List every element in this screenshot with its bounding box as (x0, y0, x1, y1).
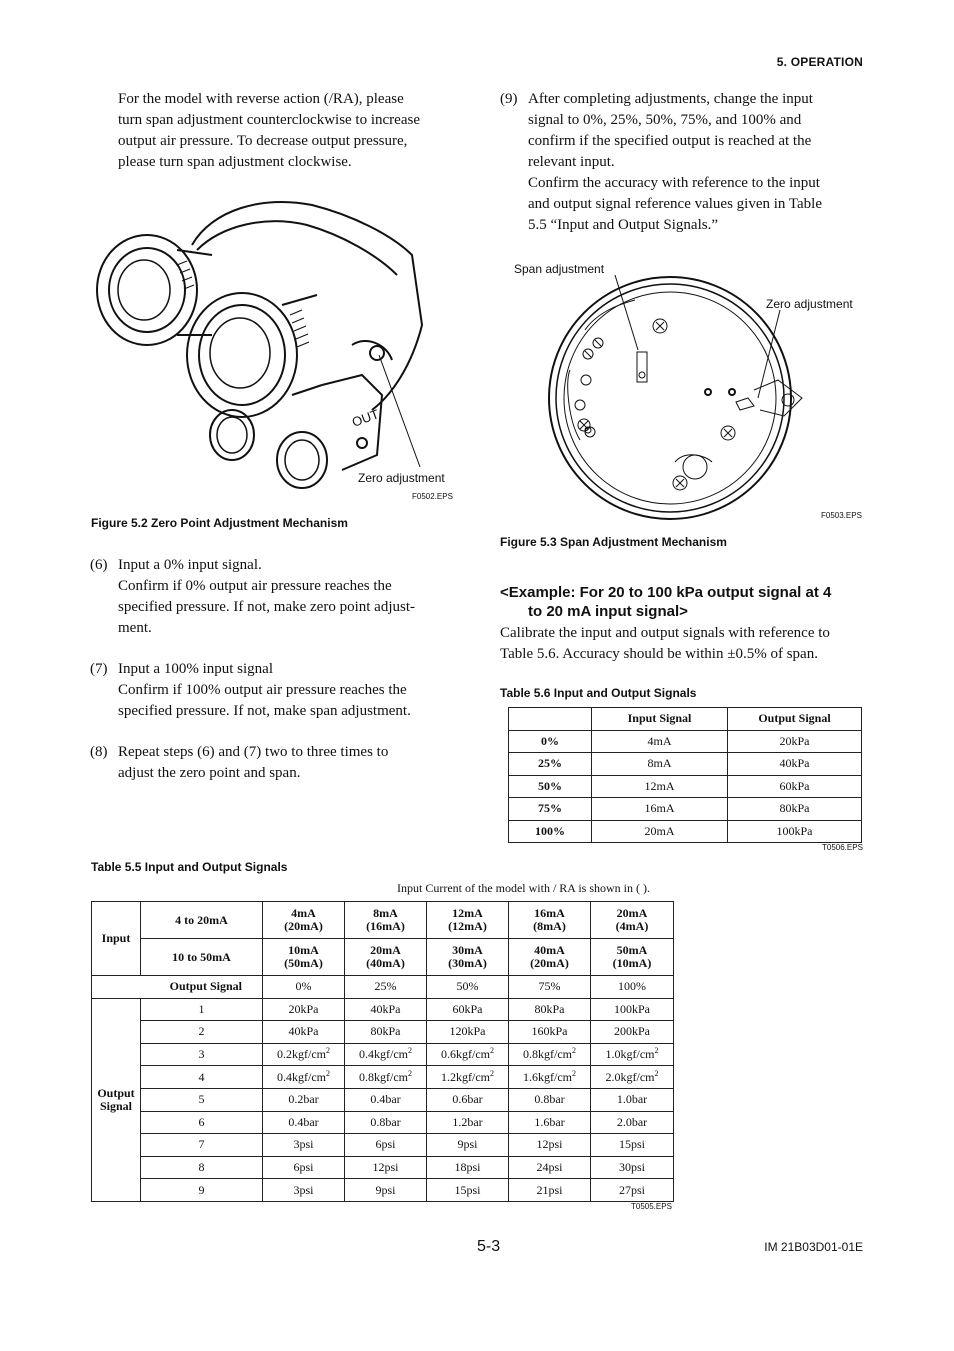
table-cell: 25% (509, 753, 592, 776)
cell-text: 0.2kgf/cm (277, 1047, 326, 1062)
table-cell (591, 1066, 674, 1089)
table-cell: 4mA (20mA) (263, 902, 345, 939)
table-cell: 21psi (509, 1179, 591, 1202)
table-row (509, 775, 862, 798)
table-cell: 15psi (427, 1179, 509, 1202)
table-row (92, 902, 674, 939)
table-cell: 4mA (592, 730, 728, 753)
superscript: 2 (572, 1046, 576, 1056)
page-number: 5-3 (477, 1238, 501, 1255)
step-line: confirm if the specified output is reached at the (528, 133, 812, 149)
table-cell: 120kPa (427, 1021, 509, 1044)
step-line: ment. (118, 620, 152, 636)
table-cell: 16mA (8mA) (509, 902, 591, 939)
table-cell: 25% (345, 976, 427, 999)
table-5-5-note: Input Current of the model with / RA is shown in ( ). (397, 881, 650, 895)
eps-f0502: F0502.EPS (412, 492, 453, 501)
step-line: After completing adjustments, change the input (528, 91, 813, 107)
table-cell: Output Signal (92, 998, 141, 1201)
table-cell: 12psi (345, 1156, 427, 1179)
table-cell: 20mA (4mA) (591, 902, 674, 939)
intro-line: For the model with reverse action (/RA), please (118, 91, 404, 107)
superscript: 2 (326, 1068, 330, 1078)
table-row (92, 1021, 674, 1044)
table-cell: 50% (427, 976, 509, 999)
cell-text: 1.2kgf/cm (441, 1069, 490, 1084)
span-adjustment-mechanism-illustration (540, 270, 820, 520)
table-cell: 27psi (591, 1179, 674, 1202)
table-cell: 10mA (50mA) (263, 939, 345, 976)
step-line: signal to 0%, 25%, 50%, 75%, and 100% and (528, 112, 802, 128)
superscript: 2 (326, 1046, 330, 1056)
table-cell: 15psi (591, 1134, 674, 1157)
superscript: 2 (572, 1068, 576, 1078)
table-cell: 9psi (345, 1179, 427, 1202)
table-cell: 3psi (263, 1134, 345, 1157)
table-cell: 12psi (509, 1134, 591, 1157)
intro-paragraph (118, 89, 463, 173)
table-cell (509, 1043, 591, 1066)
step-number: (8) (90, 744, 108, 760)
zero-adjustment-mechanism-illustration (92, 195, 462, 505)
table-cell: Output Signal (92, 976, 263, 999)
superscript: 2 (654, 1046, 659, 1056)
table-5-6 (508, 707, 862, 843)
step-line: specified pressure. If not, make span adjustment. (118, 703, 411, 719)
table-cell: 20kPa (728, 730, 862, 753)
table-cell: 80kPa (345, 1021, 427, 1044)
table-row (509, 753, 862, 776)
table-cell: 0.4bar (263, 1111, 345, 1134)
table-cell: 12mA (12mA) (427, 902, 509, 939)
table-cell: 16mA (592, 798, 728, 821)
example-line: Table 5.6. Accuracy should be within ±0.5% of span. (500, 646, 818, 662)
table-cell: 2.0bar (591, 1111, 674, 1134)
document-id: IM 21B03D01-01E (764, 1240, 863, 1254)
table-row (509, 798, 862, 821)
intro-line: output air pressure. To decrease output pressure, (118, 133, 408, 149)
superscript: 2 (490, 1068, 494, 1078)
table-row (92, 1066, 674, 1089)
superscript: 2 (654, 1068, 659, 1078)
table-cell: 8mA (16mA) (345, 902, 427, 939)
table-cell: 20kPa (263, 998, 345, 1021)
step-line: 5.5 “Input and Output Signals.” (528, 217, 718, 233)
example-heading-line: <Example: For 20 to 100 kPa output signal at 4 (500, 584, 832, 601)
example-line: Calibrate the input and output signals with reference to (500, 625, 830, 641)
table-header-row (509, 708, 862, 731)
table-cell (427, 1066, 509, 1089)
step-number: (7) (90, 661, 108, 677)
table-cell: 0.8bar (509, 1088, 591, 1111)
table-5-5 (91, 901, 674, 1202)
table-cell: 40kPa (728, 753, 862, 776)
cell-text: 2.0kgf/cm (605, 1069, 655, 1084)
table-cell: 100% (509, 820, 592, 843)
table-cell: 100kPa (591, 998, 674, 1021)
table-cell: 0.2bar (263, 1088, 345, 1111)
table-cell: 1 (141, 998, 263, 1021)
table-cell: 0.6bar (427, 1088, 509, 1111)
table-row (92, 1111, 674, 1134)
table-cell: 80kPa (728, 798, 862, 821)
table-cell: 7 (141, 1134, 263, 1157)
table-cell: 5 (141, 1088, 263, 1111)
table-cell: 6 (141, 1111, 263, 1134)
table-row (509, 820, 862, 843)
table-cell: 3psi (263, 1179, 345, 1202)
table-cell: 8mA (592, 753, 728, 776)
step-number: (9) (500, 91, 518, 107)
eps-t0506: T0506.EPS (822, 843, 863, 852)
table-cell: 50mA (10mA) (591, 939, 674, 976)
table-cell: 0.8bar (345, 1111, 427, 1134)
table-row (92, 998, 674, 1021)
figure-5-2-drawing (92, 195, 462, 505)
example-heading-line: to 20 mA input signal> (528, 603, 688, 620)
example-heading (500, 583, 870, 621)
table-cell: 0.4bar (345, 1088, 427, 1111)
table-cell: 1.2bar (427, 1111, 509, 1134)
step-line: Confirm if 0% output air pressure reaches the (118, 578, 392, 594)
table-cell: 6psi (263, 1156, 345, 1179)
table-cell: 9 (141, 1179, 263, 1202)
step-line: Input a 100% input signal (118, 661, 273, 677)
table-cell: 12mA (592, 775, 728, 798)
table-cell: 4 to 20mA (141, 902, 263, 939)
table-cell: 40mA (20mA) (509, 939, 591, 976)
table-cell: 60kPa (728, 775, 862, 798)
table-cell: 18psi (427, 1156, 509, 1179)
figure-5-3-caption: Figure 5.3 Span Adjustment Mechanism (500, 535, 727, 549)
table-cell: 100% (591, 976, 674, 999)
header-cell: Input Signal (592, 708, 728, 731)
cell-text: 1.0kgf/cm (605, 1047, 655, 1062)
table-cell: 2 (141, 1021, 263, 1044)
table-cell: 24psi (509, 1156, 591, 1179)
table-cell (345, 1043, 427, 1066)
cell-text: 0.4kgf/cm (277, 1069, 326, 1084)
table-row (92, 1088, 674, 1111)
table-cell (263, 1043, 345, 1066)
table-cell: 75% (509, 798, 592, 821)
figure-5-3-drawing (540, 270, 820, 520)
step-line: Confirm the accuracy with reference to the input (528, 175, 820, 191)
example-body (500, 623, 870, 665)
table-cell: 60kPa (427, 998, 509, 1021)
table-cell: 6psi (345, 1134, 427, 1157)
svg-text:OUT: OUT (349, 406, 381, 430)
step-7 (90, 659, 470, 722)
intro-line: please turn span adjustment clockwise. (118, 154, 352, 170)
table-cell: 20mA (592, 820, 728, 843)
label-zero-adjustment-fig52: Zero adjustment (358, 471, 445, 485)
table-row (509, 730, 862, 753)
cell-text: 0.8kgf/cm (523, 1047, 572, 1062)
table-cell: 9psi (427, 1134, 509, 1157)
table-cell: 1.6bar (509, 1111, 591, 1134)
table-cell (509, 1066, 591, 1089)
header-cell (509, 708, 592, 731)
figure-5-2-caption: Figure 5.2 Zero Point Adjustment Mechanism (91, 516, 348, 530)
table-row (92, 1156, 674, 1179)
table-cell: 10 to 50mA (141, 939, 263, 976)
superscript: 2 (408, 1068, 412, 1078)
section-header: 5. OPERATION (776, 55, 863, 69)
table-cell: 3 (141, 1043, 263, 1066)
superscript: 2 (408, 1046, 412, 1056)
step-number: (6) (90, 557, 108, 573)
header-cell: Output Signal (728, 708, 862, 731)
table-row (92, 1179, 674, 1202)
table-cell (427, 1043, 509, 1066)
eps-t0505: T0505.EPS (631, 1202, 672, 1211)
cell-text: 0.8kgf/cm (359, 1069, 408, 1084)
table-cell: Input (92, 902, 141, 976)
label-zero-adjustment-fig53: Zero adjustment (766, 297, 853, 311)
table-cell: 30mA (30mA) (427, 939, 509, 976)
table-cell: 8 (141, 1156, 263, 1179)
table-5-5-caption: Table 5.5 Input and Output Signals (91, 860, 288, 874)
table-cell: 4 (141, 1066, 263, 1089)
intro-line: turn span adjustment counterclockwise to increase (118, 112, 420, 128)
table-cell: 20mA (40mA) (345, 939, 427, 976)
step-line: specified pressure. If not, make zero point adjust- (118, 599, 415, 615)
table-row (92, 1043, 674, 1066)
step-line: Input a 0% input signal. (118, 557, 262, 573)
step-line: Confirm if 100% output air pressure reaches the (118, 682, 407, 698)
table-cell: 75% (509, 976, 591, 999)
eps-f0503: F0503.EPS (821, 511, 862, 520)
table-cell: 40kPa (263, 1021, 345, 1044)
table-cell: 80kPa (509, 998, 591, 1021)
step-line: Repeat steps (6) and (7) two to three times to (118, 744, 389, 760)
table-cell: 200kPa (591, 1021, 674, 1044)
cell-text: 0.4kgf/cm (359, 1047, 408, 1062)
table-cell: 0% (509, 730, 592, 753)
steps-list (90, 555, 470, 784)
step-line: relevant input. (528, 154, 615, 170)
table-cell: 40kPa (345, 998, 427, 1021)
step-9 (500, 89, 865, 236)
table-cell: 0% (263, 976, 345, 999)
table-row (92, 939, 674, 976)
cell-text: 0.6kgf/cm (441, 1047, 490, 1062)
superscript: 2 (490, 1046, 494, 1056)
step-8 (90, 742, 470, 784)
table-cell: 30psi (591, 1156, 674, 1179)
table-5-6-caption: Table 5.6 Input and Output Signals (500, 686, 697, 700)
table-cell: 100kPa (728, 820, 862, 843)
table-cell: 160kPa (509, 1021, 591, 1044)
table-cell (591, 1043, 674, 1066)
table-cell: 1.0bar (591, 1088, 674, 1111)
cell-text: 1.6kgf/cm (523, 1069, 572, 1084)
step-line: and output signal reference values given in Table (528, 196, 822, 212)
table-row (92, 976, 674, 999)
step-line: adjust the zero point and span. (118, 765, 301, 781)
step-6 (90, 555, 470, 639)
step-9-body (500, 89, 865, 236)
table-cell (345, 1066, 427, 1089)
label-span-adjustment: Span adjustment (514, 262, 605, 276)
table-cell (263, 1066, 345, 1089)
table-row (92, 1134, 674, 1157)
table-cell: 50% (509, 775, 592, 798)
